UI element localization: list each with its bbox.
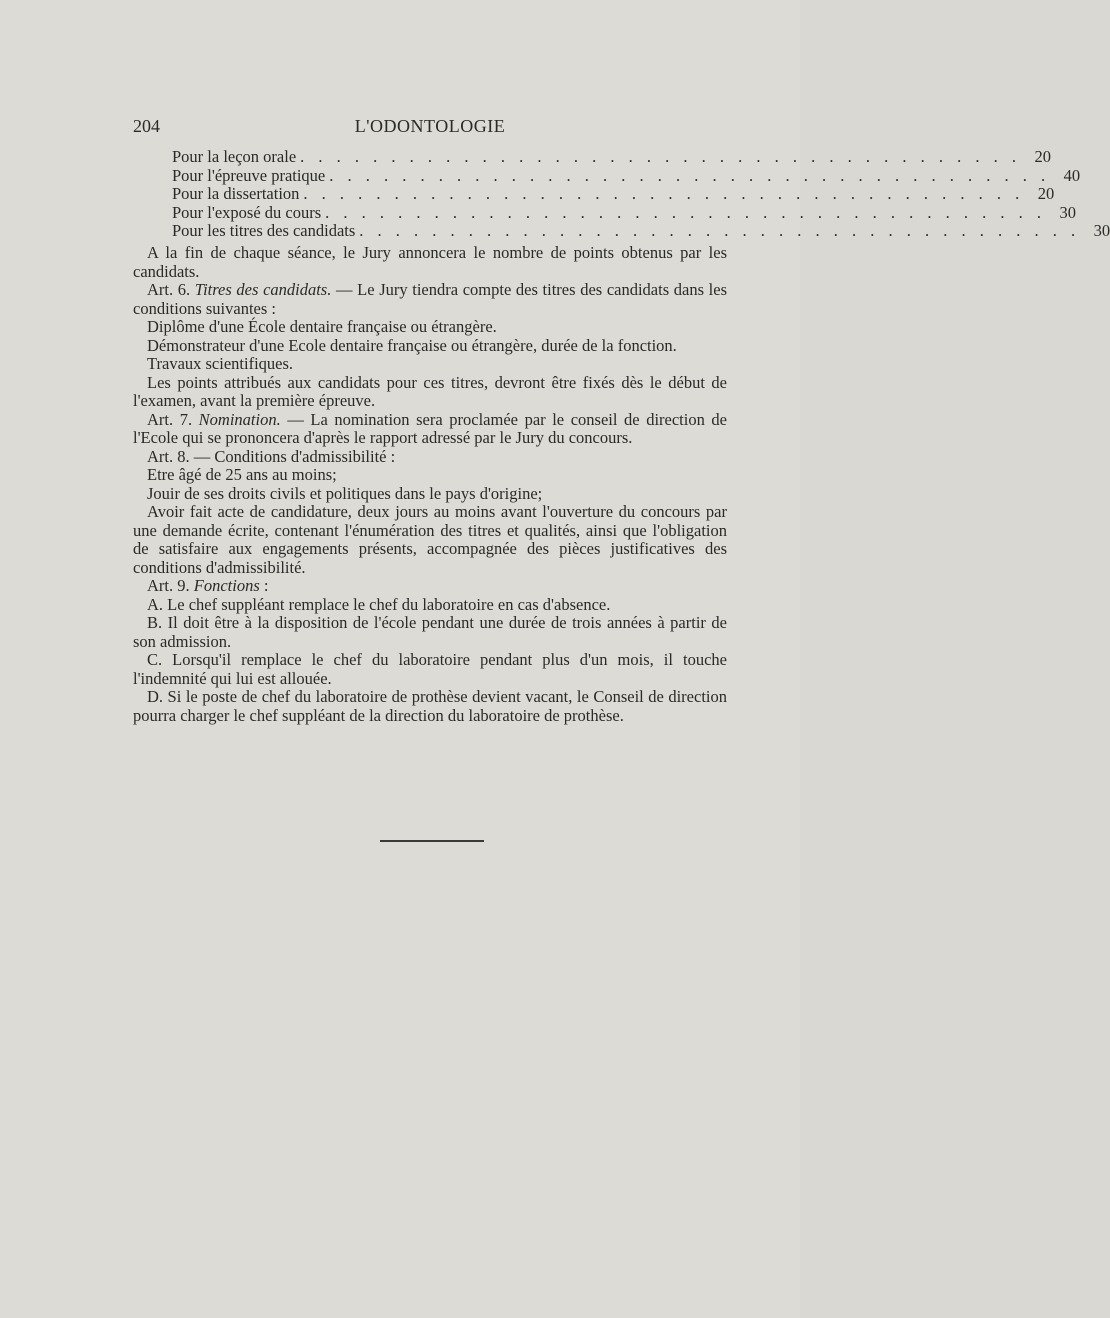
score-label: Pour la dissertation [172,184,300,203]
paragraph: Etre âgé de 25 ans au moins; [147,465,337,484]
score-points: 20 [1034,147,1052,166]
score-points: 20 [1037,184,1055,203]
body-text [133,244,727,725]
leader-dots: . . . . . . . . . . . . . . . . . . . . . . . . . . . . . . . . . . . . . . . . [325,202,1047,222]
leader-dots: . . . . . . . . . . . . . . . . . . . . . . . . . . . . . . . . . . . . . . . . [359,221,1081,240]
article-9: Art. 9. Fonctions : [147,576,269,595]
score-label: Pour la leçon orale [172,147,297,166]
paragraph: Avoir fait acte de candidature, deux jours au moins avant l'ouverture du concours par une demande écrite, contenant l'énumération des titres et qualités, ainsi que l'obligation de satisfaire aux engagements présents, accompagnée des pièces justificatives des conditions d'admissibilité. [133,502,727,577]
score-points: 40 [1063,165,1081,185]
paragraph: Travaux scientifiques. [147,354,294,373]
article-heading: Titres des candidats. [194,280,332,299]
running-title: L'ODONTOLOGIE [354,116,506,136]
paragraph: Jouir de ses droits civils et politiques dans le pays d'origine; [147,483,543,503]
article-heading: Fonctions [193,576,260,595]
paragraph: D. Si le poste de chef du laboratoire de prothèse devient vacant, le Conseil de direction pourra charger le chef suppléant de la direction du laboratoire de prothèse. [133,687,727,725]
paragraph: A la fin de chaque séance, le Jury annoncera le nombre de points obtenus par les candidats. [133,243,727,281]
leader-dots: . . . . . . . . . . . . . . . . . . . . . . . . . . . . . . . . . . . . . . . . [303,184,1025,203]
paragraph: A. Le chef suppléant remplace le chef du laboratoire en cas d'absence. [147,594,611,614]
score-row [172,202,1077,223]
score-row [172,147,1052,167]
paragraph: C. Lorsqu'il remplace le chef du laboratoire pendant plus d'un mois, il touche l'indemnité qui lui est allouée. [133,650,727,688]
score-points: 30 [1059,202,1077,222]
end-rule [380,840,484,842]
paragraph: Les points attribués aux candidats pour ces titres, devront être fixés dès le début de l'examen, avant la première épreuve. [133,372,727,410]
article-heading: Nomination. [198,409,281,429]
score-label: Pour l'exposé du cours [172,202,322,222]
article-7: Art. 7. Nomination. — La nomination sera proclamée par le conseil de direction de l'Ecole qui se prononcera d'après le rapport adressé par le Jury du concours. [133,409,727,447]
score-list [172,147,1110,241]
leader-dots: . . . . . . . . . . . . . . . . . . . . . . . . . . . . . . . . . . . . . . . . [300,147,1022,166]
score-row [172,221,1110,241]
score-row [172,165,1081,186]
article-6: Art. 6. Titres des candidats. — Le Jury tiendra compte des titres des candidats dans les conditions suivantes : [133,280,727,318]
paragraph: Démonstrateur d'une Ecole dentaire française ou étrangère, durée de la fonction. [147,335,677,355]
leader-dots: . . . . . . . . . . . . . . . . . . . . . . . . . . . . . . . . . . . . . . . . [329,165,1051,185]
page-number: 204 [133,116,160,136]
score-row [172,184,1055,204]
paragraph: B. Il doit être à la disposition de l'école pendant une durée de trois années à partir de son admission. [133,613,727,651]
page-header [133,116,727,140]
score-label: Pour l'épreuve pratique [172,165,326,185]
article-8: Art. 8. — Conditions d'admissibilité : [147,446,396,466]
paragraph: Diplôme d'une École dentaire française ou étrangère. [147,317,497,336]
score-label: Pour les titres des candidats [172,221,356,240]
score-points: 30 [1093,221,1110,240]
